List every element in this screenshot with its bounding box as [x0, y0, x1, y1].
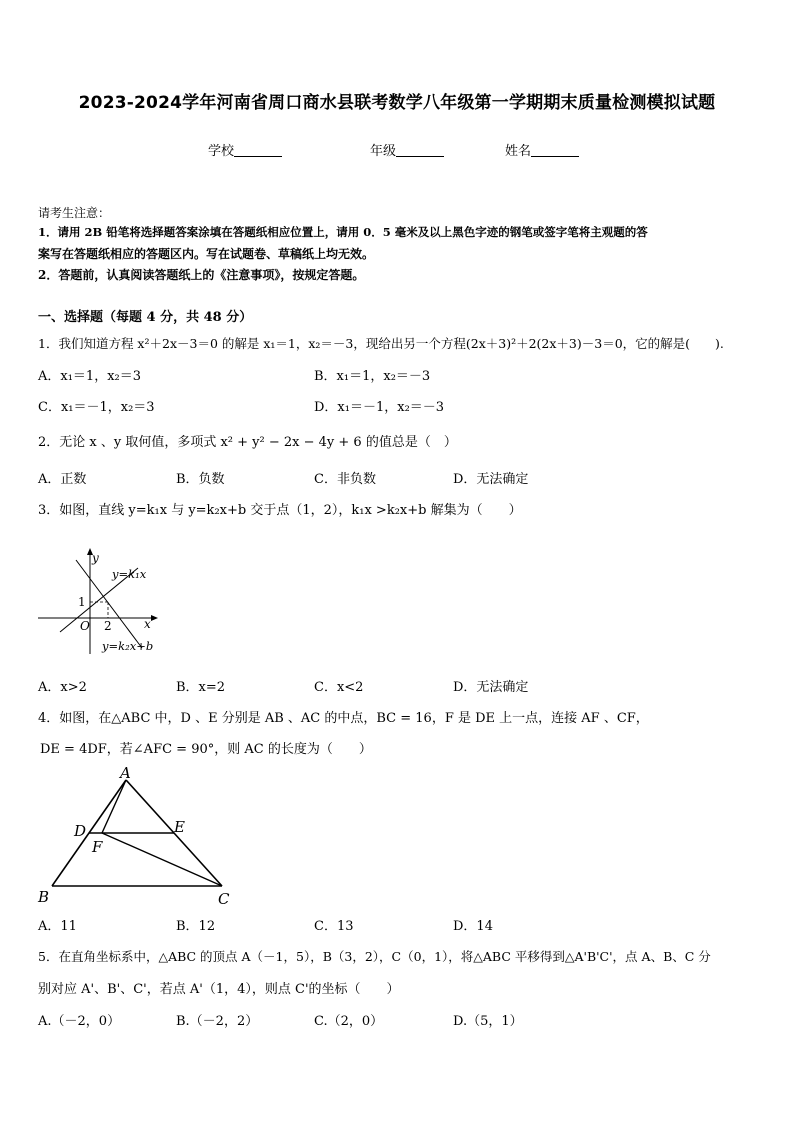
q1-option-c: C．x₁＝－1，x₂＝3 [38, 400, 155, 415]
notice-line-2: 2．答题前，认真阅读答题纸上的《注意事项》，按规定答题。 [38, 268, 365, 282]
q3-label-2: 2 [104, 619, 112, 633]
q4-label-f: F [92, 838, 103, 856]
q2-option-d: D．无法确定 [453, 472, 529, 487]
q2-option-a: A．正数 [38, 472, 87, 487]
q5-option-c: C.（2，0） [314, 1014, 384, 1029]
q5-stem-line1: 5．在直角坐标系中，△ABC 的顶点 A（－1，5），B（3，2），C（0，1），将△ABC 平移得到△A'B'C'，点 A、B、C 分 [38, 949, 711, 964]
q4-option-b: B．12 [176, 919, 216, 934]
q4-option-d: D．14 [453, 919, 493, 934]
grade-label: 年级 [370, 144, 397, 159]
q5-option-d: D.（5，1） [453, 1014, 523, 1029]
q3-label-line1: y=k₁x [112, 567, 147, 581]
page-title: 2023-2024学年河南省周口商水县联考数学八年级第一学期期末质量检测模拟试题 [78, 93, 716, 113]
q3-label-x: x [144, 617, 151, 631]
q1-option-b: B．x₁＝1，x₂＝－3 [314, 369, 431, 384]
notice-heading: 请考生注意： [38, 206, 111, 220]
q4-segment-cf [102, 833, 222, 886]
school-blank [234, 144, 282, 157]
q3-option-d: D．无法确定 [453, 680, 529, 695]
q3-stem: 3．如图，直线 y=k₁x 与 y=k₂x+b 交于点（1，2），k₁x >k₂x+b 解集为（ ） [38, 503, 522, 518]
q1-option-a: A．x₁＝1，x₂＝3 [38, 369, 142, 384]
q1-stem: 1．我们知道方程 x²＋2x－3＝0 的解是 x₁＝1，x₂＝－3，现给出另一个方程(2x＋3)²＋2(2x＋3)－3＝0，它的解是( ). [38, 336, 724, 351]
q4-label-d: D [74, 822, 87, 840]
q3-label-y: y [92, 551, 99, 565]
q4-label-b: B [38, 888, 50, 906]
q3-label-1: 1 [78, 595, 86, 609]
q2-option-b: B．负数 [176, 472, 225, 487]
q5-option-b: B.（－2，2） [176, 1014, 259, 1029]
q4-stem-line2: DE = 4DF，若∠AFC = 90°，则 AC 的长度为（ ） [40, 742, 372, 757]
q3-figure [34, 544, 164, 660]
q1-option-d: D．x₁＝－1，x₂＝－3 [314, 400, 445, 415]
q4-segment-af [102, 780, 126, 833]
q4-figure [34, 764, 244, 906]
q2-stem: 2．无论 x 、y 取何值，多项式 x² + y² − 2x − 4y + 6 的值总是（ ） [38, 435, 457, 450]
q4-label-a: A [120, 764, 131, 782]
q5-stem-line2: 别对应 A'、B'、C'，若点 A'（1，4），则点 C'的坐标（ ） [38, 982, 400, 997]
q3-label-origin: O [80, 619, 90, 633]
q5-option-a: A.（－2，0） [38, 1014, 121, 1029]
q3-x-arrow [151, 615, 158, 621]
q4-stem-line1: 4．如图，在△ABC 中，D 、E 分别是 AB 、AC 的中点，BC = 16，F 是 DE 上一点，连接 AF 、CF， [38, 711, 649, 726]
name-label: 姓名 [505, 144, 532, 159]
school-field [208, 140, 282, 159]
q4-label-c: C [218, 890, 230, 906]
q3-label-line2: y=k₂x+b [102, 639, 154, 653]
notice-line-1b: 案写在答题纸相应的答题区内。写在试题卷、草稿纸上均无效。 [38, 247, 375, 261]
school-label: 学校 [208, 144, 235, 159]
q4-option-a: A．11 [38, 919, 77, 934]
grade-field [370, 140, 444, 159]
q3-option-b: B．x=2 [176, 680, 226, 695]
notice-line-1a: 1．请用 2B 铅笔将选择题答案涂填在答题纸相应位置上，请用 0．5 毫米及以上黑色字迹的钢笔或签字笔将主观题的答 [38, 225, 648, 239]
q4-label-e: E [174, 818, 185, 836]
grade-blank [396, 144, 444, 157]
q3-option-a: A．x>2 [38, 680, 87, 695]
name-blank [531, 144, 579, 157]
q4-option-c: C．13 [314, 919, 354, 934]
q2-option-c: C．非负数 [314, 472, 376, 487]
q3-option-c: C．x<2 [314, 680, 364, 695]
name-field [505, 140, 579, 159]
section-heading: 一、选择题（每题 4 分，共 48 分） [38, 310, 253, 325]
